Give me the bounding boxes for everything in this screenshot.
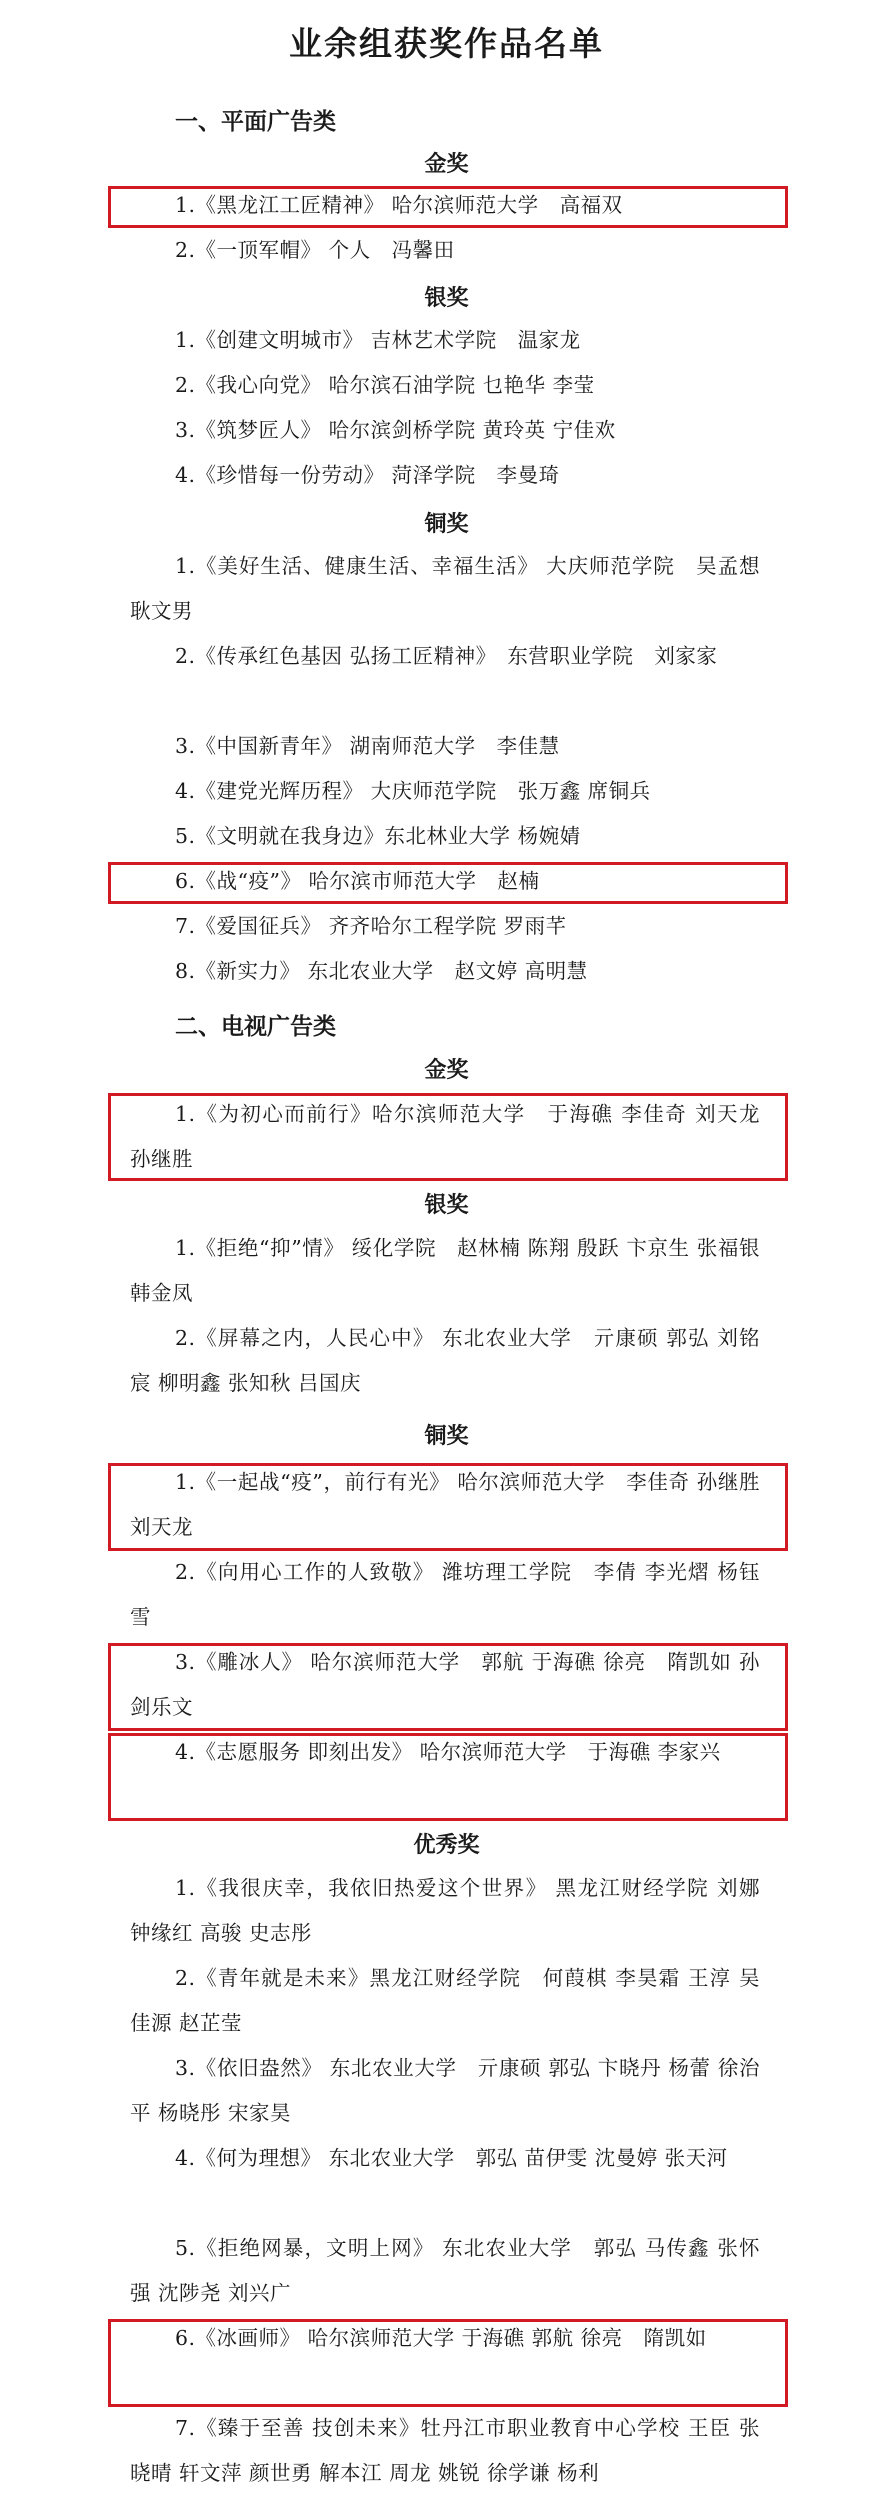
list-item: 2.《屏幕之内，人民心中》 东北农业大学 亓康硕 郭弘 刘铭宸 柳明鑫 张知秋 吕国庆 [130,1326,760,1395]
award-heading-gold: 金奖 [424,1058,469,1083]
list-item: 7.《臻于至善 技创未来》牡丹江市职业教育中心学校 王臣 张晓晴 轩文萍 颜世勇 解本江 周龙 姚锐 徐学谦 杨利 [130,2416,760,2485]
section-heading-print-ads: 一、平面广告类 [175,109,336,135]
list-item: 2.《青年就是未来》黑龙江财经学院 何葭棋 李昊霜 王淳 吴佳源 赵芷莹 [130,1966,760,2035]
award-heading-bronze: 铜奖 [424,512,469,537]
list-item: 2.《传承红色基因 弘扬工匠精神》 东营职业学院 刘家家 [175,644,718,668]
list-item: 5.《拒绝网暴，文明上网》 东北农业大学 郭弘 马传鑫 张怀强 沈陟尧 刘兴广 [130,2236,760,2305]
list-item: 4.《志愿服务 即刻出发》 哈尔滨师范大学 于海礁 李家兴 [175,1740,721,1764]
section-heading-tv-ads: 二、电视广告类 [175,1014,336,1040]
list-item: 3.《依旧盎然》 东北农业大学 亓康硕 郭弘 卞晓丹 杨蕾 徐治平 杨晓彤 宋家昊 [130,2056,760,2125]
list-item: 5.《文明就在我身边》东北林业大学 杨婉婧 [175,824,581,848]
list-item: 4.《何为理想》 东北农业大学 郭弘 苗伊雯 沈曼婷 张天河 [175,2146,728,2170]
award-heading-silver: 银奖 [424,286,469,311]
list-item: 1.《我很庆幸，我依旧热爱这个世界》 黑龙江财经学院 刘娜 钟缘红 高骏 史志彤 [130,1876,760,1945]
highlight-box [108,1733,788,1821]
list-item: 2.《一顶军帽》 个人 冯馨田 [175,238,455,262]
list-item: 3.《中国新青年》 湖南师范大学 李佳慧 [175,734,560,758]
award-heading-gold: 金奖 [424,152,469,177]
list-item: 4.《珍惜每一份劳动》 菏泽学院 李曼琦 [175,463,560,487]
list-item: 1.《拒绝“抑”情》 绥化学院 赵林楠 陈翔 殷跃 卞京生 张福银 韩金凤 [130,1236,760,1305]
list-item: 6.《冰画师》 哈尔滨师范大学 于海礁 郭航 徐亮 隋凯如 [175,2326,707,2350]
award-heading-excellence: 优秀奖 [413,1833,480,1858]
list-item: 1.《美好生活、健康生活、幸福生活》 大庆师范学院 吴孟想 耿文男 [130,554,760,623]
list-item: 1.《一起战“疫”，前行有光》 哈尔滨师范大学 李佳奇 孙继胜 刘天龙 [130,1470,760,1539]
award-heading-silver: 银奖 [424,1193,469,1218]
highlight-box [108,2319,788,2407]
page-title: 业余组获奖作品名单 [289,24,604,63]
list-item: 2.《向用心工作的人致敬》 潍坊理工学院 李倩 李光熠 杨钰雪 [130,1560,760,1629]
list-item: 3.《雕冰人》 哈尔滨师范大学 郭航 于海礁 徐亮 隋凯如 孙剑乐文 [130,1650,760,1719]
list-item: 1.《创建文明城市》 吉林艺术学院 温家龙 [175,328,581,352]
highlight-box [108,1463,788,1551]
list-item: 7.《爱国征兵》 齐齐哈尔工程学院 罗雨芊 [175,914,567,938]
list-item: 1.《黑龙江工匠精神》 哈尔滨师范大学 高福双 [175,193,623,217]
list-item: 6.《战“疫”》 哈尔滨市师范大学 赵楠 [175,869,540,893]
list-item: 3.《筑梦匠人》 哈尔滨剑桥学院 黄玲英 宁佳欢 [175,418,616,442]
list-item: 4.《建党光辉历程》 大庆师范学院 张万鑫 席铜兵 [175,779,651,803]
highlight-box [108,1643,788,1731]
highlight-box [108,862,788,904]
highlight-box [108,1093,788,1181]
list-item: 1.《为初心而前行》哈尔滨师范大学 于海礁 李佳奇 刘天龙 孙继胜 [130,1102,760,1171]
highlight-box [108,186,788,228]
award-heading-bronze: 铜奖 [424,1424,469,1449]
list-item: 8.《新实力》 东北农业大学 赵文婷 高明慧 [175,959,588,983]
list-item: 2.《我心向党》 哈尔滨石油学院 乜艳华 李莹 [175,373,595,397]
